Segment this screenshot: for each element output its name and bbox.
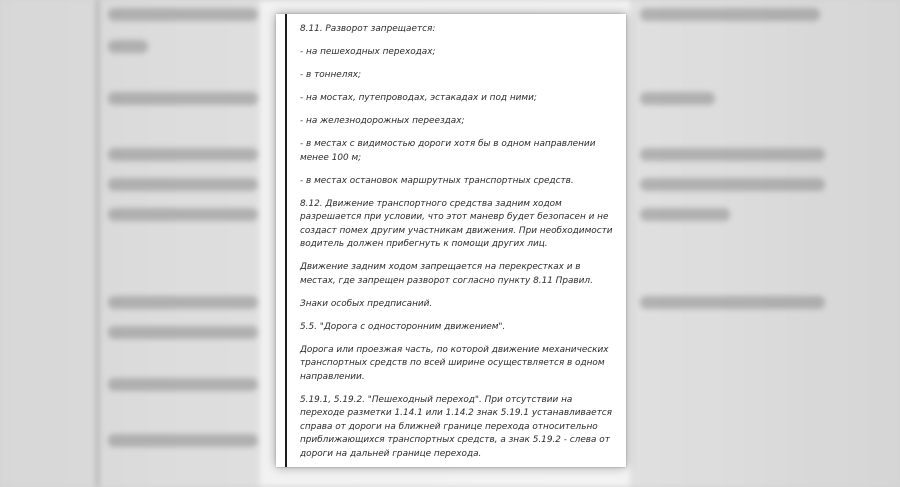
bg-text-line [640, 178, 825, 191]
bg-text-line [108, 40, 148, 53]
document-text [300, 23, 618, 467]
bg-text-line [108, 378, 258, 391]
list-item: - на пешеходных переходах; [300, 47, 436, 57]
sign-5-5-description: Дорога или проезжая часть, по которой движение механических транспортных средств по всей ширине осуществляется в одном направлении. [300, 344, 609, 382]
left-shade [0, 0, 260, 487]
background-rule [96, 0, 99, 487]
bg-text-line [108, 296, 258, 309]
reverse-prohibition-paragraph: Движение задним ходом запрещается на перекрестках и в местах, где запрещен разворот согласно пункту 8.11 Правил. [300, 262, 593, 286]
bg-text-line [640, 8, 820, 21]
bg-text-line [108, 326, 258, 339]
right-shade [630, 0, 900, 487]
list-item: - в местах с видимостью дороги хотя бы в одном направлении менее 100 м; [300, 139, 596, 163]
section-heading: Знаки особых предписаний. [300, 298, 433, 309]
list-item: - в местах остановок маршрутных транспортных средств. [300, 175, 574, 186]
sign-5-5-title: 5.5. "Дорога с односторонним движением". [300, 321, 506, 332]
rule-8-12-paragraph: 8.12. Движение транспортного средства задним ходом разрешается при условии, что этот маневр будет безопасен и не создаст помех другим участникам движения. При необходимости водитель должен прибегнуть к помощи других лиц. [300, 198, 613, 249]
bg-text-line [108, 148, 258, 161]
bg-text-line [640, 208, 730, 221]
document-card [276, 14, 626, 467]
bg-text-line [108, 208, 258, 221]
list-item: - на мостах, путепроводах, эстакадах и под ними; [300, 93, 537, 103]
bg-text-line [108, 8, 258, 21]
bg-text-line [108, 178, 258, 191]
bg-text-line [108, 92, 258, 105]
rule-8-11-heading: 8.11. Разворот запрещается: [300, 24, 436, 34]
list-item: - в тоннелях; [300, 70, 361, 80]
sign-5-19-description: 5.19.1, 5.19.2. "Пешеходный переход". При отсутствии на переходе разметки 1.14.1 или 1.14.2 знак 5.19.1 устанавливается справа от дороги на ближней границе перехода относительно приближающихся транспортных средств, а знак 5.19.2 - слева от дороги на дальней границе перехода. [300, 394, 613, 459]
bg-text-line [640, 92, 715, 105]
bg-text-line [108, 434, 258, 447]
list-item: - на железнодорожных переездах; [300, 116, 465, 126]
left-border-rule [285, 14, 287, 467]
bg-text-line [640, 148, 825, 161]
bg-text-line [640, 296, 825, 309]
